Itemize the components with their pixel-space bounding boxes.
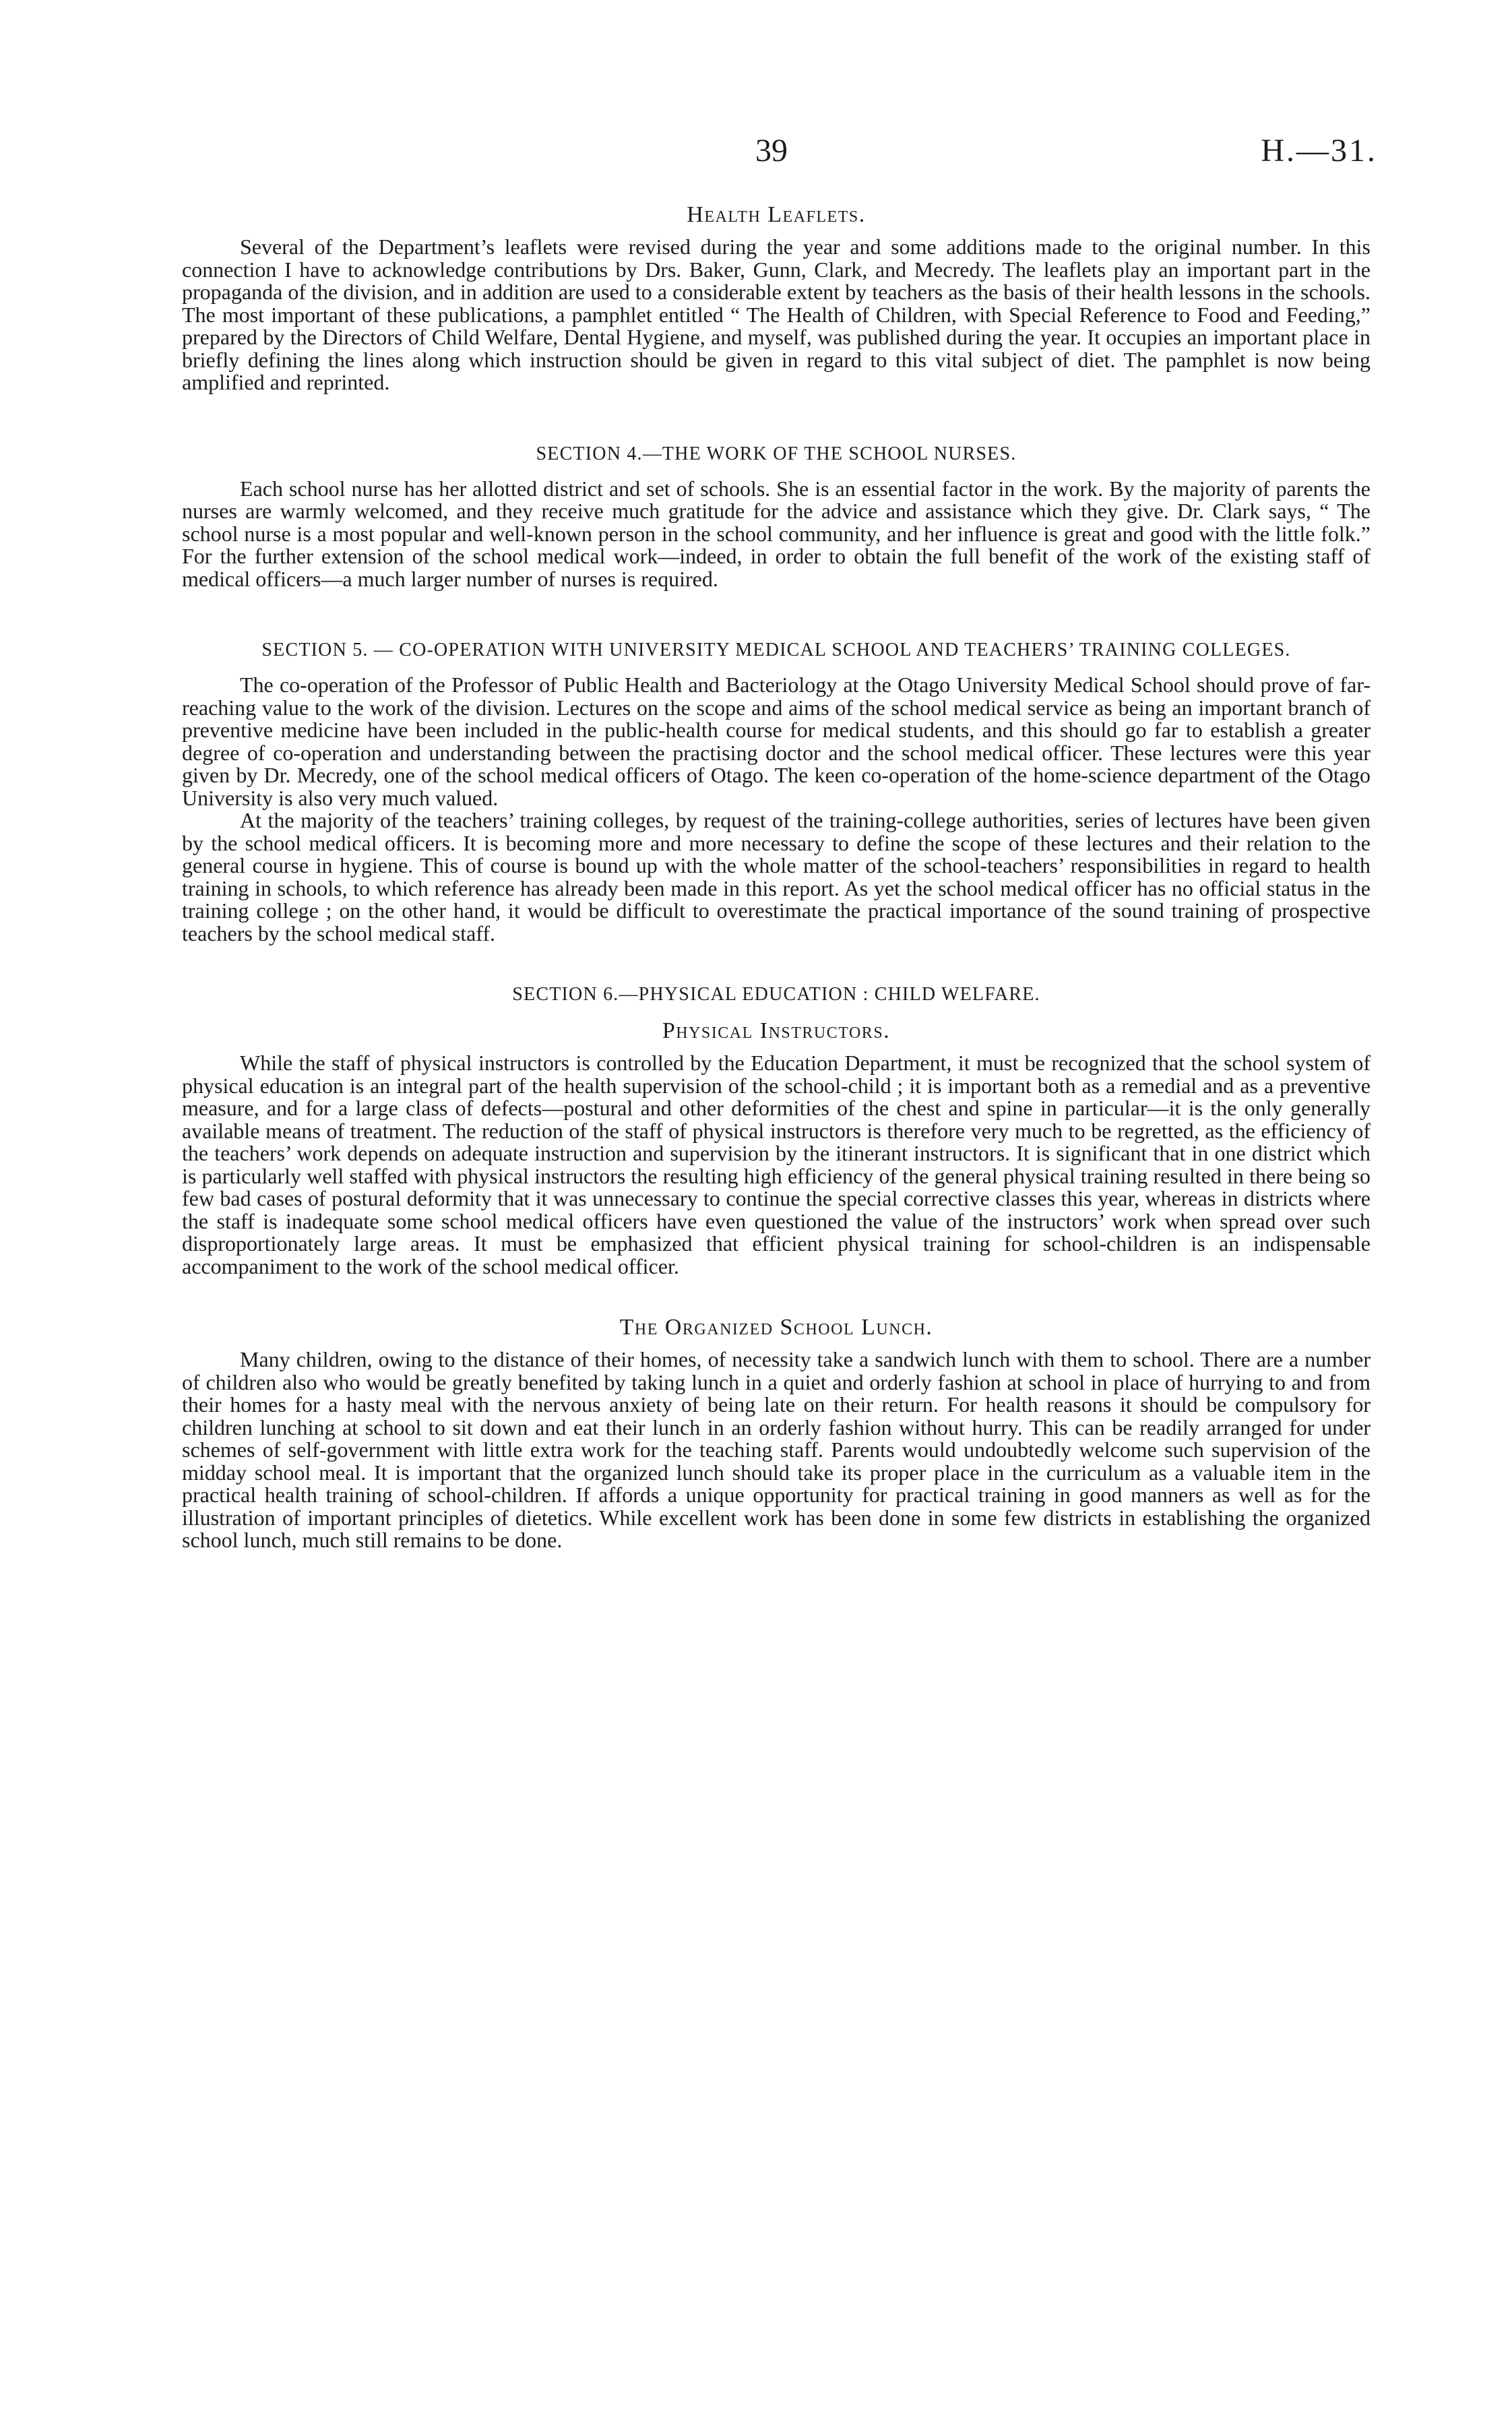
page-body — [182, 202, 1371, 1552]
school-lunch-paragraph-1: Many children, owing to the distance of their homes, of necessity take a sandwich lunch with them to school. There are a number of children also who would be greatly benefited by taking lunch in a quiet and orderly fashion at school in place of hurrying to and from their homes for a hasty meal with the nervous anxiety of being late on their return. For health reasons it should be compulsory for children lunching at school to sit down and eat their lunch in an orderly fashion without hurry. This can be readily arranged for under schemes of self-government with little extra work for the teaching staff. Parents would undoubtedly welcome such supervision of the midday school meal. It is important that the organized lunch should take its proper place in the curriculum as a valuable item in the practical health training of school-children. If affords a unique opportunity for practical training in good manners as well as for the illustration of important principles of dietetics. While excellent work has been done in some few districts in establishing the organized school lunch, much still remains to be done. — [182, 1347, 1371, 1552]
university-cooperation-section — [182, 638, 1371, 945]
document-reference: H.—31. — [1261, 133, 1377, 168]
page-number: 39 — [755, 133, 788, 168]
physical-instructors-paragraph-1: While the staff of physical instructors is controlled by the Education Department, it must be recognized that the school system of physical education is an integral part of the health supervision of the school-child ; it is important both as a remedial and as a preventive measure, and for a large class of defects—postural and other deformities of the chest and spine in particular—it is the only generally available means of treatment. The reduction of the staff of physical instructors is therefore very much to be regretted, as the efficiency of the teachers’ work depends on adequate instruction and supervision by the itinerant instructors. It is significant that in one district which is particularly well staffed with physical instructors the resulting high efficiency of the general physical training resulted in there being so few bad cases of postural deformity that it was unnecessary to continue the special corrective classes this year, whereas in districts where the staff is inadequate some school medical officers have even questioned the value of the instructors’ work when spread over such disproportionately large areas. It must be emphasized that efficient physical training for school-children is an indispensable accompaniment to the work of the school medical officer. — [182, 1051, 1371, 1278]
section-4-heading: SECTION 4.—THE WORK OF THE SCHOOL NURSES. — [536, 443, 1017, 464]
section-spacer — [182, 590, 1371, 638]
physical-instructors-heading: Physical Instructors. — [662, 1018, 891, 1043]
page-header — [0, 132, 1512, 179]
section-6-heading: SECTION 6.—PHYSICAL EDUCATION : CHILD WELFARE. — [512, 984, 1040, 1005]
section-5-heading: SECTION 5. — CO-OPERATION WITH UNIVERSITY MEDICAL SCHOOL AND TEACHERS’ TRAINING COLLEGES. — [261, 640, 1291, 660]
section-spacer — [182, 945, 1371, 982]
health-leaflets-heading: Health Leaflets. — [687, 202, 866, 227]
school-lunch-heading: The Organized School Lunch. — [619, 1315, 933, 1340]
section-4-paragraph-1: Each school nurse has her allotted district and set of schools. She is an essential factor in the work. By the majority of parents the nurses are warmly welcomed, and they receive much gratitude for the advice and assistance which they give. Dr. Clark says, “ The school nurse is a most popular and well-known person in the school community, and her influence is great and good with the little folk.” For the further extension of the school medical work—indeed, in order to obtain the full benefit of the work of the existing staff of medical officers—a much larger number of nurses is required. — [182, 476, 1371, 591]
section-spacer — [182, 394, 1371, 441]
subsection-spacer — [182, 1278, 1371, 1315]
section-5-paragraph-2: At the majority of the teachers’ training colleges, by request of the training-college authorities, series of lectures have been given by the school medical officers. It is becoming more and more necessary to define the scope of these lectures and their relation to the general course in hygiene. This of course is bound up with the whole matter of the school-teachers’ responsibilities in regard to health training in schools, to which reference has already been made in this report. As yet the school medical officer has no official status in the training college ; on the other hand, it would be difficult to overestimate the practical importance of the sound training of prospective teachers by the school medical staff. — [182, 808, 1371, 945]
physical-education-section — [182, 982, 1371, 1552]
school-nurses-section — [182, 441, 1371, 591]
section-5-paragraph-1: The co-operation of the Professor of Public Health and Bacteriology at the Otago University Medical School should prove of far-reaching value to the work of the division. Lectures on the scope and aims of the school medical service as being an important branch of preventive medicine have been included in the public-health course for medical students, and this should go far to establish a greater degree of co-operation and understanding between the practising doctor and the school medical officer. These lectures were this year given by Dr. Mecredy, one of the school medical officers of Otago. The keen co-operation of the home-science department of the Otago University is also very much valued. — [182, 673, 1371, 810]
health-leaflets-section — [182, 202, 1371, 394]
health-leaflets-paragraph-1: Several of the Department’s leaflets were revised during the year and some additions made to the original number. In this connection I have to acknowledge contributions by Drs. Baker, Gunn, Clark, and Mecredy. The leaflets play an important part in the propaganda of the division, and in addition are used to a considerable extent by teachers as the basis of their health lessons in the schools. The most important of these publications, a pamphlet entitled “ The Health of Children, with Special Reference to Food and Feeding,” prepared by the Directors of Child Welfare, Dental Hygiene, and myself, was published during the year. It occupies an important place in briefly defining the lines along which instruction should be given in regard to this vital subject of diet. The pamphlet is now being amplified and reprinted. — [182, 235, 1371, 394]
